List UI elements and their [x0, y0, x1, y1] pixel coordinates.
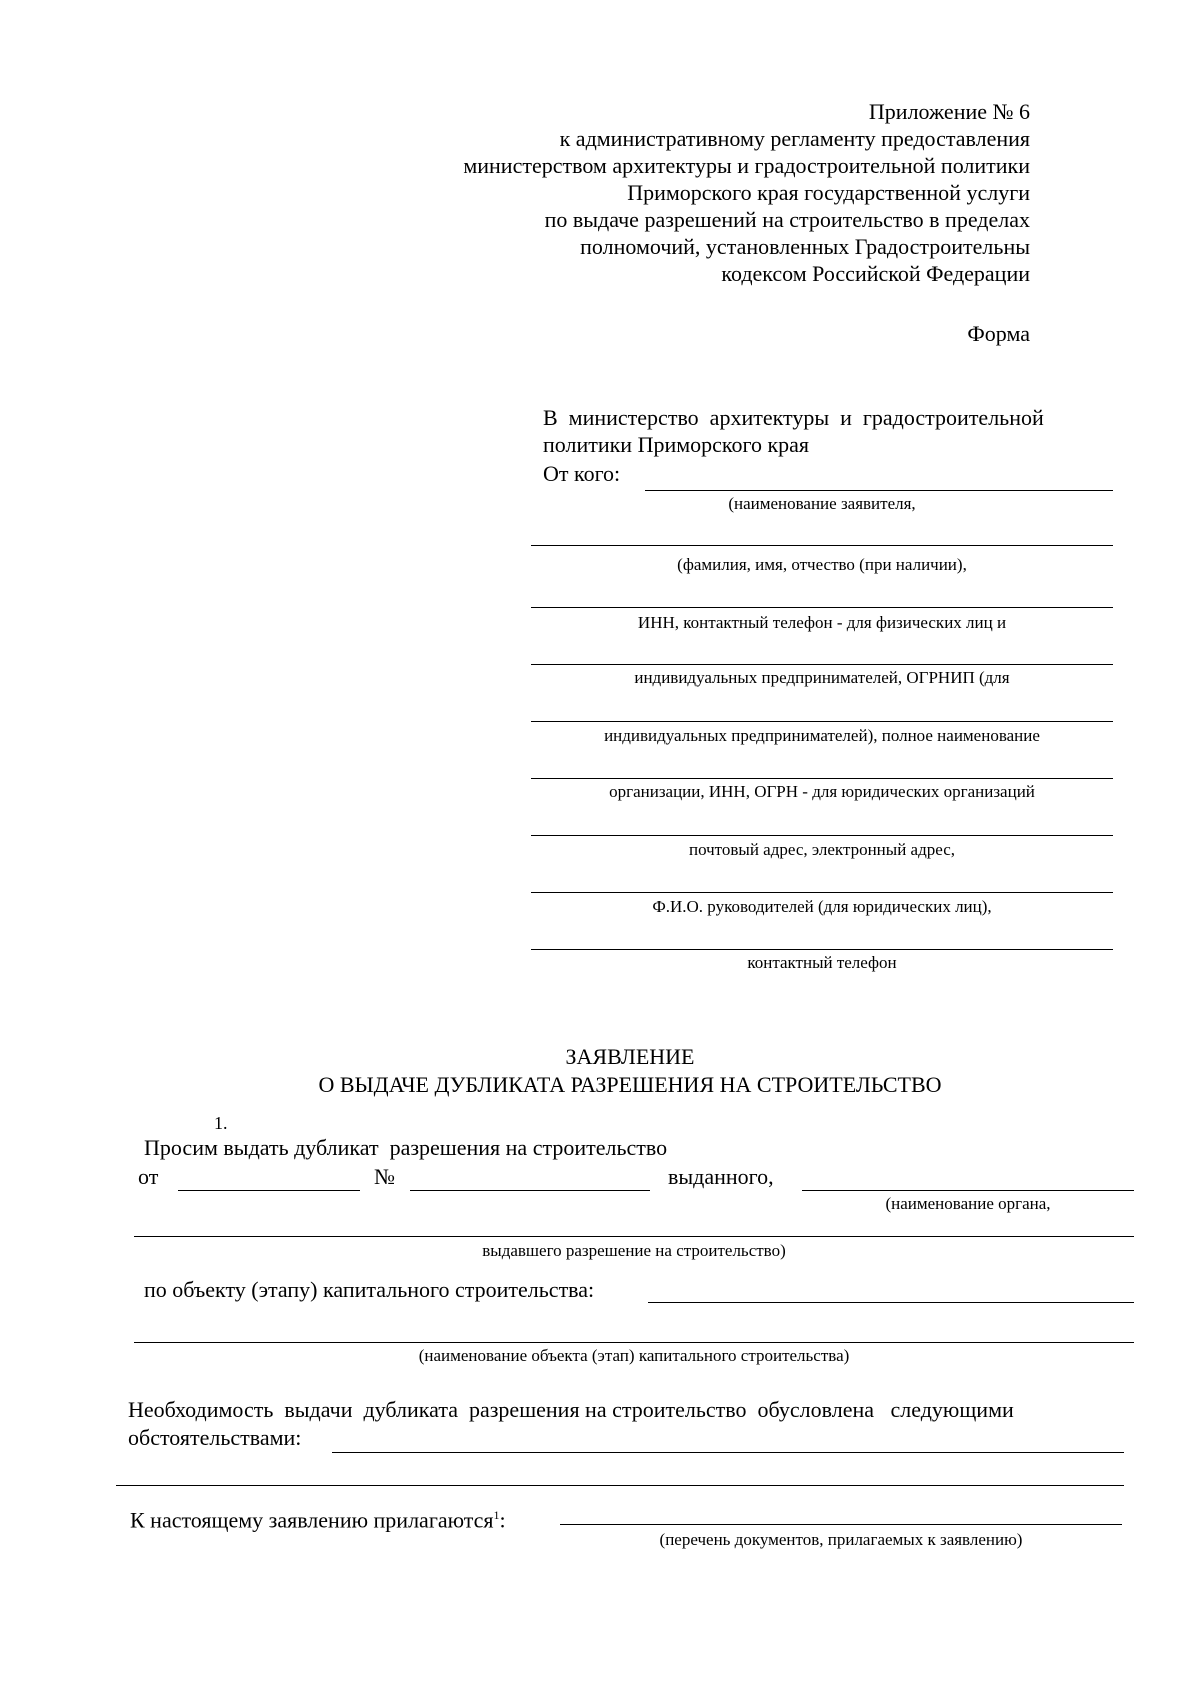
- from-label: От кого:: [543, 461, 621, 486]
- caption-fio: (фамилия, имя, отчество (при наличии),: [677, 555, 967, 574]
- necessity-field-2[interactable]: [116, 1485, 1124, 1486]
- applicant-field-line[interactable]: [531, 664, 1113, 665]
- caption-organ-2: выдавшего разрешение на строительство): [482, 1241, 786, 1260]
- addressee-line-1: В министерство архитектуры и градостроительной: [543, 405, 1044, 430]
- necessity-text-2: обстоятельствами:: [128, 1425, 302, 1450]
- applicant-field-line[interactable]: [531, 949, 1113, 950]
- form-label: Форма: [967, 321, 1030, 346]
- applicant-field-line[interactable]: [531, 545, 1113, 546]
- caption-attachments: (перечень документов, прилагаемых к заявлению): [659, 1530, 1023, 1549]
- caption-head-fio: Ф.И.О. руководителей (для юридических лиц),: [652, 897, 992, 916]
- appendix-line: кодексом Российской Федерации: [721, 261, 1030, 286]
- appendix-line: к административному регламенту предоставления: [559, 126, 1030, 151]
- attached-colon: :: [499, 1507, 506, 1533]
- caption-organ: (наименование органа,: [885, 1194, 1051, 1213]
- issued-label: выданного,: [668, 1164, 774, 1189]
- issuing-organ-field-2[interactable]: [134, 1236, 1134, 1237]
- applicant-field-line[interactable]: [531, 607, 1113, 608]
- caption-applicant-name: (наименование заявителя,: [728, 494, 916, 513]
- attached-label: [130, 1502, 506, 1533]
- appendix-line: полномочий, установленных Градостроительны: [580, 234, 1030, 259]
- applicant-field-line[interactable]: [645, 490, 1113, 491]
- number-label: №: [374, 1164, 395, 1189]
- applicant-field-line[interactable]: [531, 835, 1113, 836]
- addressee-line-2: политики Приморского края: [543, 432, 810, 457]
- footnote-mark: 1: [493, 1508, 500, 1522]
- object-field-2[interactable]: [134, 1342, 1134, 1343]
- issuing-organ-field[interactable]: [802, 1190, 1134, 1191]
- object-label: по объекту (этапу) капитального строительства:: [144, 1277, 595, 1302]
- appendix-header: [463, 98, 1030, 287]
- document-title: ЗАЯВЛЕНИЕ: [565, 1044, 695, 1069]
- caption-inn: ИНН, контактный телефон - для физических лиц и: [637, 613, 1007, 632]
- appendix-line: министерством архитектуры и градостроительной политики: [463, 153, 1030, 178]
- caption-ip-2: индивидуальных предпринимателей), полное наименование: [604, 726, 1040, 745]
- attachments-field[interactable]: [560, 1524, 1122, 1525]
- caption-phone: контактный телефон: [747, 953, 897, 972]
- caption-org: организации, ИНН, ОГРН - для юридических организаций: [609, 782, 1035, 801]
- necessity-text: Необходимость выдачи дубликата разрешения на строительство обусловлена следующими: [128, 1397, 1014, 1422]
- attached-text: К настоящему заявлению прилагаются: [130, 1507, 494, 1533]
- object-field[interactable]: [648, 1302, 1134, 1303]
- appendix-line: по выдаче разрешений на строительство в пределах: [544, 207, 1030, 232]
- item-number: 1.: [214, 1113, 228, 1133]
- from-date-label: от: [138, 1164, 159, 1189]
- caption-address: почтовый адрес, электронный адрес,: [688, 840, 956, 859]
- applicant-field-line[interactable]: [531, 892, 1113, 893]
- number-field[interactable]: [410, 1190, 650, 1191]
- caption-object: (наименование объекта (этап) капитального строительства): [418, 1346, 850, 1365]
- appendix-line: Приморского края государственной услуги: [627, 180, 1030, 205]
- date-field[interactable]: [178, 1190, 360, 1191]
- request-text: Просим выдать дубликат разрешения на строительство: [144, 1135, 668, 1160]
- necessity-field[interactable]: [332, 1452, 1124, 1453]
- applicant-field-line[interactable]: [531, 778, 1113, 779]
- appendix-line: Приложение № 6: [868, 99, 1030, 124]
- caption-ip: индивидуальных предпринимателей, ОГРНИП (для: [634, 668, 1010, 687]
- document-subtitle: О ВЫДАЧЕ ДУБЛИКАТА РАЗРЕШЕНИЯ НА СТРОИТЕЛЬСТВО: [318, 1072, 942, 1097]
- applicant-field-line[interactable]: [531, 721, 1113, 722]
